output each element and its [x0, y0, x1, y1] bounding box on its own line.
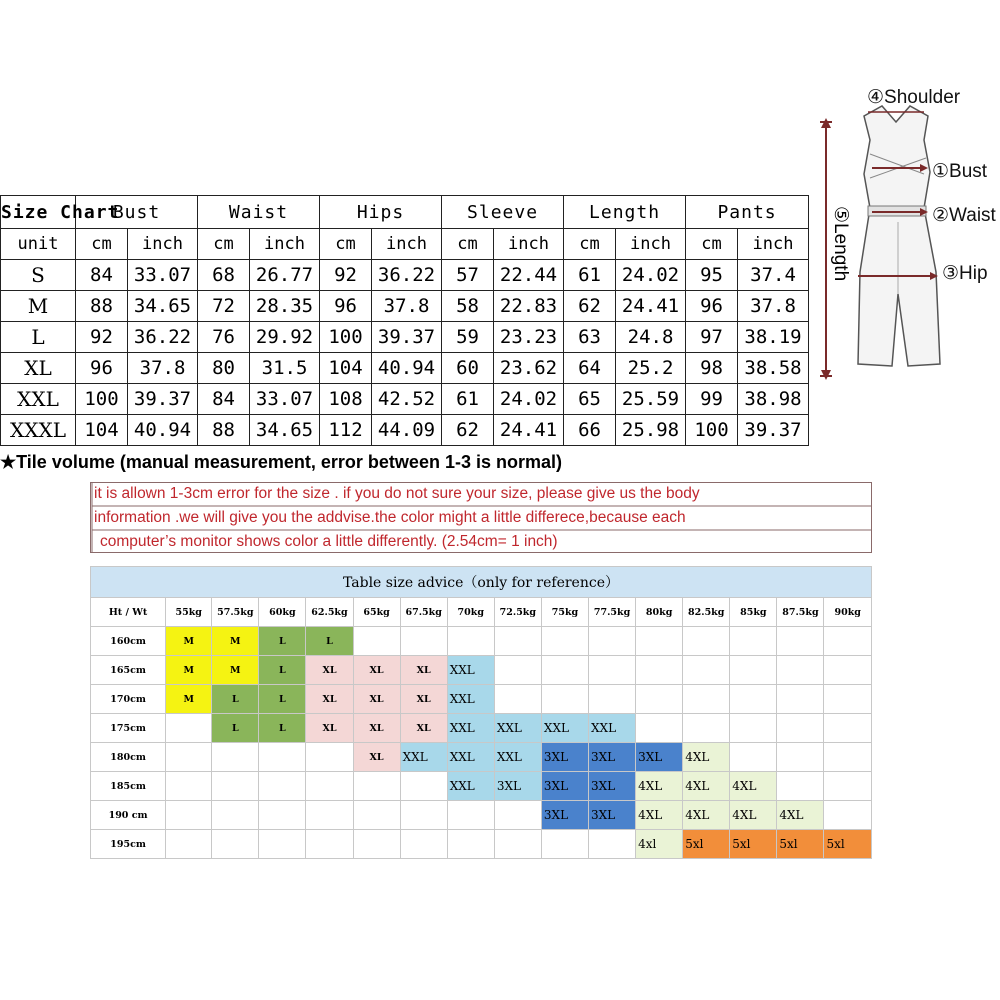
advice-cell	[212, 801, 259, 830]
advice-row	[91, 656, 872, 685]
size-chart-group-header: Hips	[320, 196, 442, 229]
advice-cell: XL	[400, 656, 447, 685]
size-chart-cell: 24.02	[616, 260, 686, 291]
advice-cell	[824, 627, 872, 656]
advice-cell: 3XL	[589, 801, 636, 830]
size-chart-unit-inch: inch	[494, 229, 564, 260]
advice-height-label: 190 cm	[91, 801, 166, 830]
advice-cell	[400, 830, 447, 859]
garment-diagram	[812, 82, 1000, 382]
advice-cell	[306, 772, 353, 801]
advice-cell: 4XL	[683, 801, 730, 830]
size-chart-cell: 92	[76, 322, 128, 353]
advice-cell	[306, 801, 353, 830]
hip-label: ③Hip	[942, 263, 988, 284]
size-chart-cell: 68	[198, 260, 250, 291]
advice-cell: 3XL	[589, 772, 636, 801]
advice-cell	[683, 627, 730, 656]
size-chart-group-header: Waist	[198, 196, 320, 229]
advice-cell	[494, 801, 541, 830]
advice-cell: XXL	[447, 685, 494, 714]
size-chart-unit-cm: cm	[198, 229, 250, 260]
advice-cell	[589, 656, 636, 685]
size-chart-cell: 95	[686, 260, 738, 291]
advice-cell	[166, 830, 212, 859]
advice-cell: XXL	[589, 714, 636, 743]
advice-cell	[259, 772, 306, 801]
advice-cell: XL	[353, 656, 400, 685]
size-chart-cell: 96	[686, 291, 738, 322]
size-chart-cell: 57	[442, 260, 494, 291]
advice-weight-row	[91, 598, 872, 627]
size-chart-cell: 38.98	[738, 384, 809, 415]
advice-weight-header: 67.5kg	[400, 598, 447, 627]
size-chart-cell: 65	[564, 384, 616, 415]
advice-title-row	[91, 567, 872, 598]
advice-row	[91, 830, 872, 859]
size-chart-header-row	[1, 196, 809, 229]
size-chart-cell: 88	[198, 415, 250, 446]
size-chart-group-header: Bust	[76, 196, 198, 229]
advice-cell	[353, 772, 400, 801]
size-chart-cell: 112	[320, 415, 372, 446]
advice-cell	[306, 743, 353, 772]
advice-cell	[400, 627, 447, 656]
size-chart-cell: 24.41	[616, 291, 686, 322]
size-chart-cell: 29.92	[250, 322, 320, 353]
size-chart-cell: 22.83	[494, 291, 564, 322]
advice-row	[91, 801, 872, 830]
advice-cell	[589, 830, 636, 859]
advice-height-label: 165cm	[91, 656, 166, 685]
advice-cell: XXL	[494, 714, 541, 743]
advice-cell	[777, 627, 824, 656]
advice-cell	[212, 743, 259, 772]
size-chart-cell: 38.19	[738, 322, 809, 353]
size-chart-cell: 61	[442, 384, 494, 415]
advice-corner: Ht / Wt	[91, 598, 166, 627]
size-chart-unit-cm: cm	[442, 229, 494, 260]
advice-weight-header: 75kg	[541, 598, 588, 627]
advice-cell	[447, 830, 494, 859]
size-chart-cell: 40.94	[372, 353, 442, 384]
size-chart-cell: 100	[320, 322, 372, 353]
advice-cell	[683, 685, 730, 714]
size-chart-size-name: L	[1, 322, 76, 353]
size-chart-unit-inch: inch	[738, 229, 809, 260]
advice-cell	[730, 714, 777, 743]
advice-cell: XL	[306, 714, 353, 743]
advice-weight-header: 90kg	[824, 598, 872, 627]
advice-cell	[259, 830, 306, 859]
advice-cell: 4XL	[777, 801, 824, 830]
advice-title: Table size advice（only for reference）	[91, 567, 872, 598]
size-chart-cell: 23.62	[494, 353, 564, 384]
advice-cell: L	[259, 627, 306, 656]
advice-row	[91, 627, 872, 656]
size-chart-cell: 80	[198, 353, 250, 384]
advice-cell	[353, 830, 400, 859]
advice-cell: L	[212, 714, 259, 743]
advice-cell: XL	[353, 714, 400, 743]
advice-weight-header: 85kg	[730, 598, 777, 627]
size-chart-cell: 26.77	[250, 260, 320, 291]
size-chart-unit-cm: cm	[564, 229, 616, 260]
size-chart-cell: 104	[76, 415, 128, 446]
advice-weight-header: 82.5kg	[683, 598, 730, 627]
advice-cell: 4XL	[730, 801, 777, 830]
advice-weight-header: 60kg	[259, 598, 306, 627]
advice-cell: M	[212, 656, 259, 685]
size-chart-cell: 59	[442, 322, 494, 353]
advice-height-label: 175cm	[91, 714, 166, 743]
advice-cell: 5xl	[730, 830, 777, 859]
advice-cell	[777, 772, 824, 801]
advice-cell	[824, 714, 872, 743]
advice-cell	[541, 627, 588, 656]
advice-cell	[353, 801, 400, 830]
size-chart-cell: 24.02	[494, 384, 564, 415]
advice-cell: 5xl	[683, 830, 730, 859]
advice-cell: 3XL	[494, 772, 541, 801]
advice-cell: L	[259, 685, 306, 714]
advice-cell: 3XL	[589, 743, 636, 772]
advice-cell: 5xl	[824, 830, 872, 859]
shoulder-label: ④Shoulder	[867, 87, 961, 108]
advice-cell	[636, 685, 683, 714]
advice-cell	[683, 714, 730, 743]
size-chart-cell: 25.98	[616, 415, 686, 446]
size-chart-cell: 31.5	[250, 353, 320, 384]
advice-cell	[589, 685, 636, 714]
advice-cell	[541, 656, 588, 685]
size-chart-cell: 60	[442, 353, 494, 384]
advice-row	[91, 714, 872, 743]
advice-cell: M	[166, 685, 212, 714]
advice-cell	[730, 656, 777, 685]
size-chart-cell: 72	[198, 291, 250, 322]
advice-cell: XL	[353, 685, 400, 714]
size-chart-cell: 96	[320, 291, 372, 322]
size-chart-cell: 24.41	[494, 415, 564, 446]
size-chart-unit-inch: inch	[128, 229, 198, 260]
advice-cell	[494, 685, 541, 714]
advice-cell	[777, 656, 824, 685]
notice-line-2: information .we will give you the addvise.the color might a little differece,because each	[94, 509, 686, 526]
advice-cell	[636, 627, 683, 656]
size-chart-group-header: Sleeve	[442, 196, 564, 229]
size-chart-cell: 44.09	[372, 415, 442, 446]
advice-cell: L	[259, 656, 306, 685]
advice-cell	[824, 656, 872, 685]
waist-label: ②Waist	[932, 205, 996, 226]
advice-row	[91, 772, 872, 801]
size-chart-cell: 37.8	[128, 353, 198, 384]
advice-cell: 4XL	[683, 743, 730, 772]
advice-row	[91, 685, 872, 714]
advice-cell: XXL	[447, 743, 494, 772]
size-chart-cell: 24.8	[616, 322, 686, 353]
advice-cell	[777, 714, 824, 743]
size-chart-cell: 100	[686, 415, 738, 446]
size-chart-cell: 96	[76, 353, 128, 384]
advice-cell: 4xl	[636, 830, 683, 859]
advice-cell	[494, 830, 541, 859]
advice-cell	[824, 801, 872, 830]
size-chart-group-header: Length	[564, 196, 686, 229]
advice-cell	[589, 627, 636, 656]
advice-cell	[541, 685, 588, 714]
advice-cell: XL	[353, 743, 400, 772]
advice-cell: 4XL	[636, 801, 683, 830]
size-chart-cell: 62	[442, 415, 494, 446]
advice-cell	[400, 801, 447, 830]
size-chart-row	[1, 260, 809, 291]
advice-weight-header: 77.5kg	[589, 598, 636, 627]
size-chart-cell: 63	[564, 322, 616, 353]
advice-cell: 5xl	[777, 830, 824, 859]
advice-cell: 3XL	[541, 743, 588, 772]
advice-weight-header: 72.5kg	[494, 598, 541, 627]
advice-cell: XXL	[400, 743, 447, 772]
advice-cell	[777, 685, 824, 714]
size-chart-unit-inch: inch	[616, 229, 686, 260]
size-chart-corner: Size Chart	[1, 196, 76, 229]
size-chart-cell: 37.8	[738, 291, 809, 322]
size-chart-unit-cm: cm	[686, 229, 738, 260]
advice-cell: 3XL	[636, 743, 683, 772]
size-chart-row	[1, 415, 809, 446]
advice-weight-header: 87.5kg	[777, 598, 824, 627]
advice-cell	[730, 627, 777, 656]
advice-cell: XL	[400, 714, 447, 743]
advice-cell	[636, 656, 683, 685]
size-chart-cell: 25.59	[616, 384, 686, 415]
size-chart-cell: 42.52	[372, 384, 442, 415]
advice-cell	[166, 714, 212, 743]
size-chart-unit-inch: inch	[372, 229, 442, 260]
size-chart-cell: 34.65	[250, 415, 320, 446]
advice-cell: XXL	[494, 743, 541, 772]
advice-cell: M	[166, 627, 212, 656]
advice-weight-header: 65kg	[353, 598, 400, 627]
size-chart-cell: 36.22	[372, 260, 442, 291]
advice-cell: XXL	[541, 714, 588, 743]
size-chart-cell: 37.8	[372, 291, 442, 322]
size-chart-group-header: Pants	[686, 196, 809, 229]
size-chart-size-name: S	[1, 260, 76, 291]
size-chart-unit-row	[1, 229, 809, 260]
advice-weight-header: 70kg	[447, 598, 494, 627]
advice-cell	[683, 656, 730, 685]
size-chart-cell: 34.65	[128, 291, 198, 322]
size-chart-table	[0, 195, 809, 446]
size-chart-cell: 97	[686, 322, 738, 353]
size-chart-cell: 62	[564, 291, 616, 322]
size-chart-size-name: XXXL	[1, 415, 76, 446]
size-chart-unit-inch: inch	[250, 229, 320, 260]
size-chart-cell: 39.37	[372, 322, 442, 353]
size-chart-cell: 33.07	[250, 384, 320, 415]
size-chart-size-name: XL	[1, 353, 76, 384]
notice-box	[90, 482, 872, 553]
advice-cell	[166, 743, 212, 772]
size-chart-cell: 92	[320, 260, 372, 291]
advice-cell	[166, 772, 212, 801]
advice-cell	[494, 627, 541, 656]
advice-cell	[824, 685, 872, 714]
size-chart-cell: 76	[198, 322, 250, 353]
size-chart-cell: 37.4	[738, 260, 809, 291]
advice-cell	[166, 801, 212, 830]
advice-weight-header: 62.5kg	[306, 598, 353, 627]
advice-cell: XL	[400, 685, 447, 714]
advice-cell: XL	[306, 685, 353, 714]
size-chart-cell: 39.37	[128, 384, 198, 415]
advice-cell: 4XL	[683, 772, 730, 801]
advice-cell	[259, 801, 306, 830]
advice-cell	[400, 772, 447, 801]
size-chart-row	[1, 291, 809, 322]
size-chart-cell: 88	[76, 291, 128, 322]
advice-cell	[777, 743, 824, 772]
size-advice-table	[90, 566, 872, 859]
advice-cell	[494, 656, 541, 685]
size-chart-size-name: XXL	[1, 384, 76, 415]
size-chart-cell: 28.35	[250, 291, 320, 322]
advice-cell	[541, 830, 588, 859]
size-chart-cell: 25.2	[616, 353, 686, 384]
size-chart-cell: 108	[320, 384, 372, 415]
size-chart-cell: 58	[442, 291, 494, 322]
advice-cell: M	[166, 656, 212, 685]
size-chart-cell: 38.58	[738, 353, 809, 384]
size-chart-cell: 64	[564, 353, 616, 384]
advice-cell: 4XL	[730, 772, 777, 801]
size-chart-cell: 104	[320, 353, 372, 384]
size-chart-cell: 61	[564, 260, 616, 291]
size-chart-cell: 99	[686, 384, 738, 415]
size-chart-size-name: M	[1, 291, 76, 322]
advice-row	[91, 743, 872, 772]
advice-cell	[636, 714, 683, 743]
advice-cell: XXL	[447, 714, 494, 743]
advice-height-label: 180cm	[91, 743, 166, 772]
length-label: ⑤Length	[830, 206, 851, 282]
advice-weight-header: 55kg	[166, 598, 212, 627]
tile-volume-note: ★Tile volume (manual measurement, error between 1-3 is normal)	[0, 452, 562, 472]
advice-cell	[212, 772, 259, 801]
size-chart-cell: 100	[76, 384, 128, 415]
size-chart-unit-label: unit	[1, 229, 76, 260]
advice-cell: 3XL	[541, 772, 588, 801]
bust-label: ①Bust	[932, 161, 988, 182]
size-chart-cell: 23.23	[494, 322, 564, 353]
advice-cell: XL	[306, 656, 353, 685]
advice-cell	[259, 743, 306, 772]
advice-height-label: 170cm	[91, 685, 166, 714]
advice-cell	[730, 685, 777, 714]
advice-weight-header: 80kg	[636, 598, 683, 627]
advice-cell	[306, 830, 353, 859]
notice-line-1: it is allown 1-3cm error for the size . if you do not sure your size, please give us the body	[94, 485, 700, 502]
size-chart-cell: 22.44	[494, 260, 564, 291]
advice-cell: XXL	[447, 656, 494, 685]
size-chart-cell: 98	[686, 353, 738, 384]
notice-line-3: computer’s monitor shows color a little differently. (2.54cm= 1 inch)	[100, 533, 558, 550]
size-chart-cell: 36.22	[128, 322, 198, 353]
size-chart-unit-cm: cm	[76, 229, 128, 260]
advice-cell	[824, 743, 872, 772]
advice-cell	[447, 801, 494, 830]
advice-cell	[353, 627, 400, 656]
advice-cell	[447, 627, 494, 656]
advice-cell: L	[212, 685, 259, 714]
size-chart-cell: 84	[76, 260, 128, 291]
advice-cell	[730, 743, 777, 772]
advice-cell	[212, 830, 259, 859]
size-chart-cell: 84	[198, 384, 250, 415]
advice-weight-header: 57.5kg	[212, 598, 259, 627]
advice-height-label: 195cm	[91, 830, 166, 859]
size-chart-row	[1, 322, 809, 353]
advice-cell: L	[259, 714, 306, 743]
size-chart-cell: 33.07	[128, 260, 198, 291]
size-chart-cell: 39.37	[738, 415, 809, 446]
advice-cell	[824, 772, 872, 801]
advice-cell: XXL	[447, 772, 494, 801]
advice-cell: 3XL	[541, 801, 588, 830]
size-chart-row	[1, 384, 809, 415]
advice-cell: L	[306, 627, 353, 656]
advice-height-label: 185cm	[91, 772, 166, 801]
size-chart-unit-cm: cm	[320, 229, 372, 260]
size-chart-cell: 66	[564, 415, 616, 446]
advice-height-label: 160cm	[91, 627, 166, 656]
advice-cell: M	[212, 627, 259, 656]
size-chart-row	[1, 353, 809, 384]
advice-cell: 4XL	[636, 772, 683, 801]
size-chart-cell: 40.94	[128, 415, 198, 446]
